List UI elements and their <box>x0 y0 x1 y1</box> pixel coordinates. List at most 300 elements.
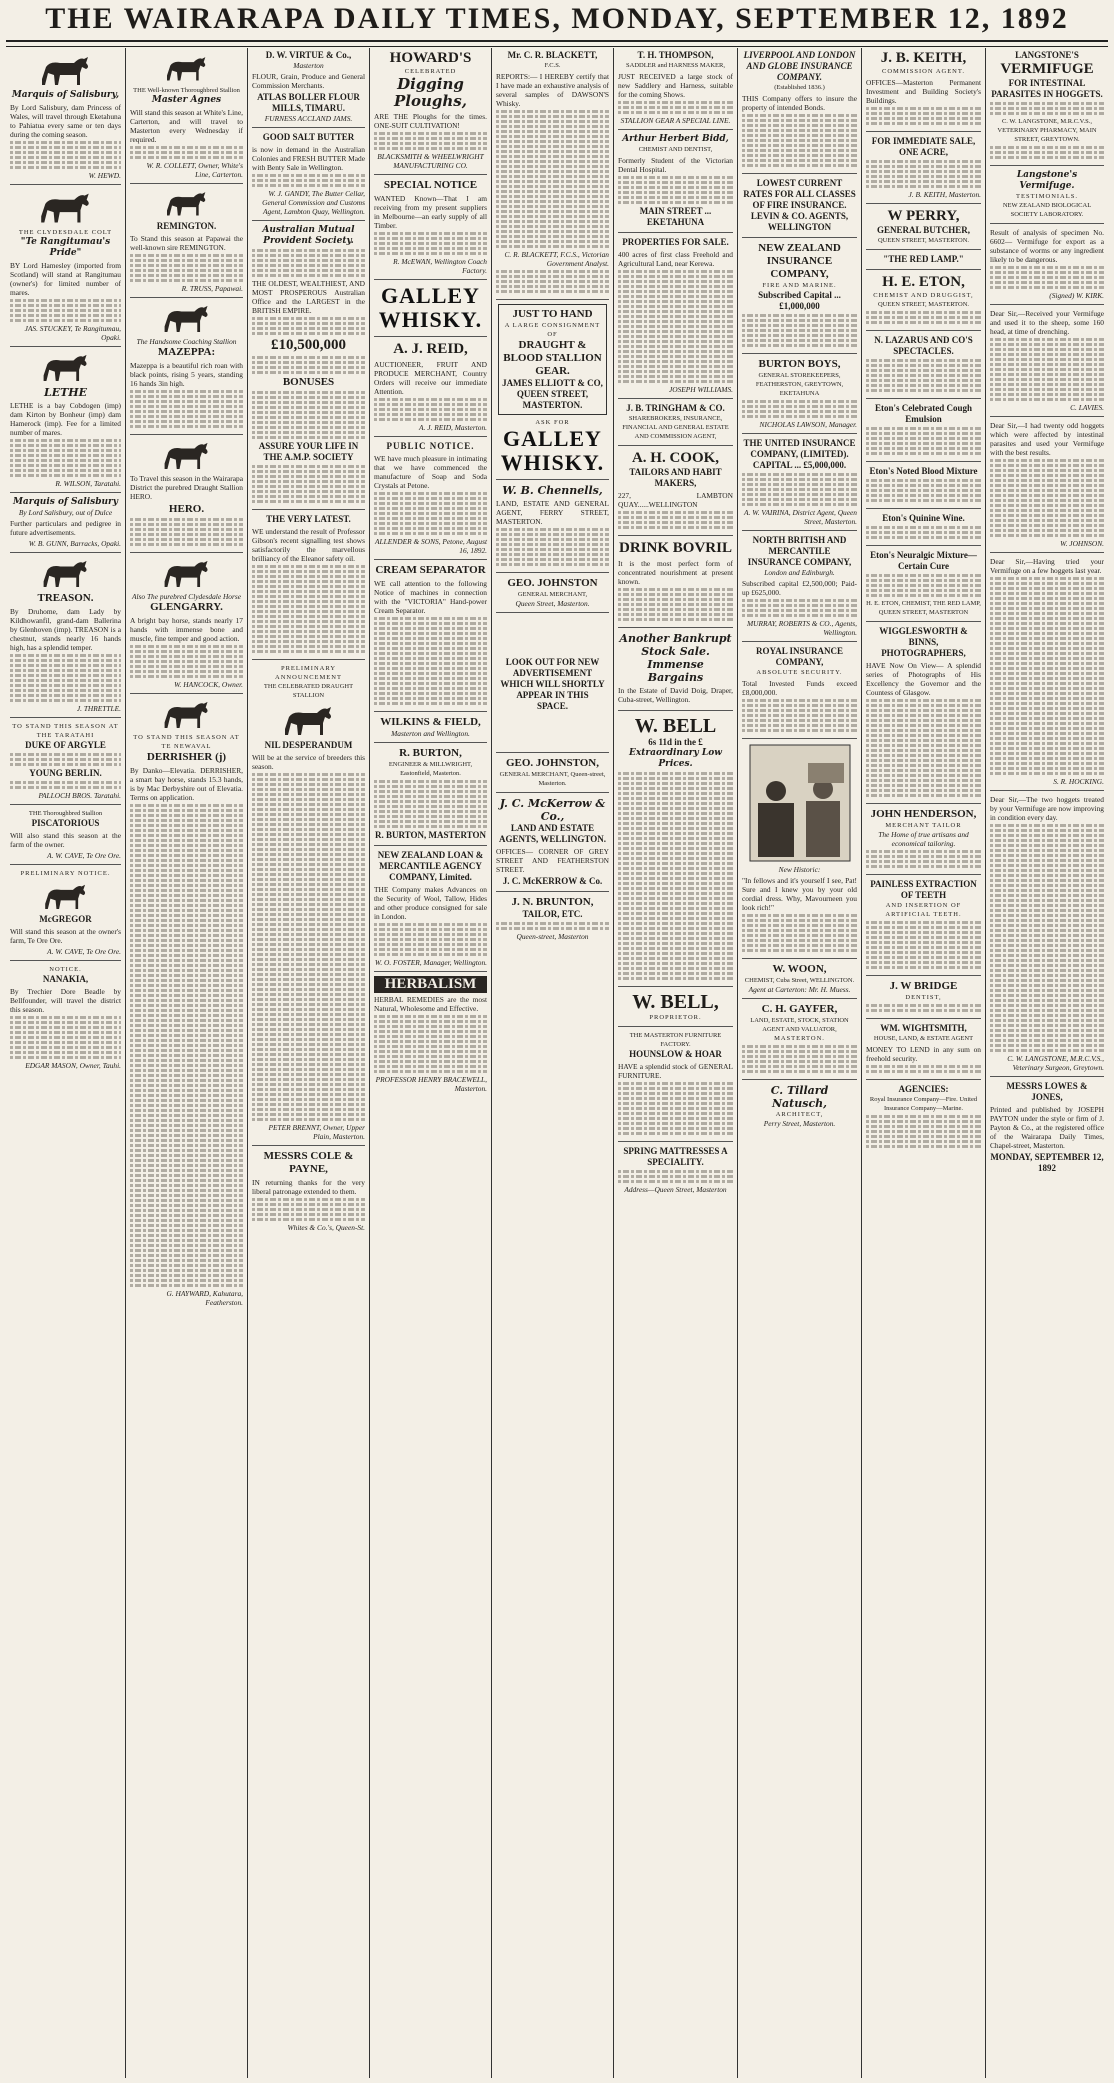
ad-footer: STALLION GEAR A SPECIAL LINE. <box>620 116 731 125</box>
ad-subheading: FOR INTESTINAL PARASITES IN HOGGETS. <box>991 78 1103 99</box>
ad-heading: Another Bankrupt Stock Sale. <box>619 632 732 658</box>
testimonial-lavies <box>990 309 1104 417</box>
ad-signature: Perry Street, Masterton. <box>763 1119 836 1128</box>
ad-body: QUEEN STREET, MASTERTON. <box>877 301 970 308</box>
ad-subheading: TAILOR, ETC. <box>522 909 583 919</box>
ad-heading: DUKE OF ARGYLE <box>25 740 106 750</box>
ad-special-notice <box>374 179 487 280</box>
ad-signature: R. BURTON, MASTERTON <box>374 830 487 840</box>
ad-heading: C. Tillard Natusch, <box>770 1084 829 1110</box>
ad-heading: JUST TO HAND <box>512 308 593 320</box>
ad-signature: MURRAY, ROBERTS & CO., Agents, Wellington. <box>746 619 857 637</box>
ad-subheading: London and Edinburgh. <box>764 568 835 577</box>
ad-stallion-gear <box>498 304 607 415</box>
ad-body: SHAREBROKERS, INSURANCE, FINANCIAL AND GENERAL ESTATE AND COMMISSION AGENT, <box>622 415 729 440</box>
ad-subheading: FIRE AND MARINE. <box>762 282 837 289</box>
ad-signature: W. J. GANDY, The Butter Cellar, General Commission and Customs Agent, Lambton Quay, Wellington. <box>262 189 365 216</box>
ad-heading: AGENCIES: <box>898 1084 949 1094</box>
ad-signature: W. R. COLLETT, Owner, White's Line, Carterton. <box>146 161 243 179</box>
ad-body: Dear Sir,—Having tried your Vermifuge on a few hoggets last year. <box>990 557 1104 575</box>
ad-body: By Lord Salisbury, dam Princess of Wales, will travel through Eketahuna to Pahiatua every same or ten days during the coming season. <box>10 103 121 139</box>
ad-subheading: F.C.S. <box>544 62 561 69</box>
ad-signature: JAS. STUCKEY, Te Rangitumau, Opaki. <box>24 324 121 342</box>
ad-signature: Address—Queen Street, Masterton <box>624 1185 727 1194</box>
ad-subheading: COMMISSION AGENT. <box>882 68 965 75</box>
ad-signature: C. LAVIES. <box>1070 403 1104 412</box>
ad-body: Total Invested Funds exceed £8,000,000. <box>742 679 857 697</box>
ad-name: NIL DESPERANDUM <box>264 740 353 750</box>
ad-heading: PRELIMINARY ANNOUNCEMENT <box>275 665 342 681</box>
ad-heading: W. BELL, <box>632 991 719 1013</box>
ad-footer: ASSURE YOUR LIFE IN THE A.M.P. SOCIETY <box>258 441 359 462</box>
ad-subheading: GENERAL MERCHANT, <box>517 591 588 598</box>
ad-body: Formerly Student of the Victorian Dental Hospital. <box>618 156 733 174</box>
ad-body: MONEY TO LEND in any sum on freehold security. <box>866 1045 981 1063</box>
ad-body: CAPITAL ... £5,000,000. <box>752 460 847 470</box>
ad-subheading: ARCHITECT, <box>775 1111 824 1118</box>
ad-nz-loan-mercantile <box>374 850 487 972</box>
ad-subheading: Also The purebred Clydesdale Horse <box>131 592 242 601</box>
ad-arthur-bidd <box>618 134 733 233</box>
ad-treason <box>10 557 121 718</box>
imprint <box>990 1081 1104 1178</box>
ad-body: 227, LAMBTON QUAY......WELLINGTON <box>618 491 733 509</box>
ad-burton-boys <box>742 358 857 434</box>
ad-body: AUCTIONEER, FRUIT AND PRODUCE MERCHANT, Country Orders will receive our immediate Attention. <box>374 360 487 396</box>
ad-heading: Marquis of Salisbury <box>12 497 119 507</box>
ad-bovril <box>618 540 733 628</box>
ad-chennells <box>496 484 609 573</box>
ad-royal-insurance <box>742 646 857 739</box>
ad-body: NEW ZEALAND BIOLOGICAL SOCIETY LABORATORY. <box>1002 202 1092 218</box>
ad-subheading: CHEMIST, Cuba Street, WELLINGTON. <box>744 977 855 984</box>
ad-body: HAVE a splendid stock of GENERAL FURNITURE. <box>618 1062 733 1080</box>
ad-master-agnes <box>130 53 243 184</box>
testimonial-hocking <box>990 557 1104 791</box>
ad-glengarry <box>130 557 243 694</box>
ad-body: HAVE Now On View— A splendid series of Photographs of His Excellency the Governor and the Countess of Glasgow. <box>866 661 981 697</box>
ad-r-burton <box>374 747 487 846</box>
ad-lazarus-spectacles <box>866 335 981 399</box>
ad-heading: GOOD SALT BUTTER <box>262 132 355 142</box>
ad-heading: J. N. BRUNTON, <box>511 896 594 908</box>
ad-subheading: CELEBRATED <box>404 68 457 75</box>
ad-mcgregor <box>10 869 121 961</box>
ad-heading: C. H. GAYFER, <box>761 1003 838 1015</box>
ad-heading: REMINGTON. <box>156 221 217 231</box>
newspaper-title: THE WAIRARAPA DAILY TIMES, MONDAY, SEPTEMBER 12, 1892 <box>45 2 1069 35</box>
newspaper-page <box>6 48 1108 2078</box>
ad-heading: W PERRY, <box>887 208 960 224</box>
column-8 <box>862 48 986 2078</box>
ad-body: Will stand this season at the owner's farm, Te Ore Ore. <box>10 927 121 945</box>
ad-subheading: (Established 1836.) <box>774 84 825 91</box>
ad-body: Agent at Carterton: Mr. H. Muess. <box>748 985 851 994</box>
ad-body: Subscribed Capital ... £1,000,000 <box>758 290 841 311</box>
ad-big: GALLEY WHISKY. <box>500 426 605 475</box>
ad-subheading: The Handsome Coaching Stallion <box>136 337 237 346</box>
column-5 <box>492 48 614 2078</box>
ad-heading: R. BURTON, <box>399 747 462 759</box>
ad-body: A bright bay horse, stands nearly 17 hands with immense bone and muscle, fine temper and good action. <box>130 616 243 643</box>
ad-subheading: DENTIST, <box>905 994 942 1001</box>
ad-heading: THE MASTERTON FURNITURE FACTORY. <box>629 1032 722 1048</box>
ad-subheading: HOUNSLOW & HOAR <box>629 1049 722 1059</box>
ad-signature: PETER BRENNT, Owner, Upper Plain, Masterton. <box>268 1123 365 1141</box>
ad-immediate-sale <box>866 136 981 204</box>
ad-look-out <box>496 617 609 753</box>
ad-howards-ploughs <box>374 50 487 175</box>
ad-signature: H. E. ETON, CHEMIST, THE RED LAMP, QUEEN STREET, MASTERTON <box>866 600 981 616</box>
ad-heading: TREASON. <box>37 592 94 604</box>
column-2 <box>126 48 248 2078</box>
ad-heading: THE UNITED INSURANCE COMPANY, (LIMITED). <box>743 438 856 459</box>
ad-wightsmith <box>866 1023 981 1080</box>
ad-properties-sale <box>618 237 733 399</box>
ad-heading: Master Agnes <box>151 95 222 105</box>
masthead <box>0 0 1114 38</box>
ad-heading: W. WOON, <box>772 963 827 975</box>
ad-heading: THE VERY LATEST. <box>266 514 351 524</box>
ad-signature: C. W. LANGSTONE, M.R.C.V.S., VETERINARY PHARMACY, MAIN STREET, GREYTOWN. <box>997 118 1097 143</box>
ad-jb-keith <box>866 50 981 132</box>
ad-signature: JOSEPH WILLIAMS. <box>668 385 733 394</box>
ad-subheading: MERCHANT TAILOR <box>885 822 962 829</box>
ad-body: Queen Street, Masterton. <box>515 599 590 608</box>
ad-tringham <box>618 403 733 446</box>
ad-signature: J. B. KEITH, Masterton. <box>908 190 981 199</box>
ad-subheading: ENGINEER & MILLWRIGHT, Eastonfield, Masterton. <box>388 761 473 777</box>
ad-body: It is the most perfect form of concentrated nourishment at present known. <box>618 559 733 586</box>
ad-liverpool-london <box>742 50 857 174</box>
ad-hero <box>130 439 243 553</box>
ad-body: By Druhome, dam Lady by Kildhowanfil, grand-dam Ballerina by Glenhoven (imp). TREASON is a chestnut, stands nearly 16 hands high, has a splendid temper. <box>10 607 121 652</box>
ad-heading: CREAM SEPARATOR <box>375 564 486 576</box>
ad-heading: GEO. JOHNSTON, <box>505 757 599 769</box>
ad-clydesdale-colt <box>10 189 121 347</box>
ad-body: By Danko—Elevatia. DERRISHER, a smart bay horse, stands 15.3 hands, is by Mac Derbyshire out of Elevatia. Terms on application. <box>130 766 243 802</box>
ad-body: Dear Sir,—I had twenty odd hoggets which were affected by intestinal parasites and used your Vermifuge with the best results. <box>990 421 1104 457</box>
ad-title: TO STAND THIS SEASON AT THE TARATAHI <box>12 723 119 739</box>
ad-heading: Mr. C. R. BLACKETT, <box>507 50 598 60</box>
ad-w-bell <box>618 715 733 987</box>
ad-heading: HERO. <box>168 503 205 515</box>
column-1 <box>6 48 126 2078</box>
horse-icon <box>159 698 215 730</box>
ad-heading: J. W BRIDGE <box>889 980 958 992</box>
ad-heading: SPRING MATTRESSES A SPECIALITY. <box>623 1146 728 1167</box>
ad-subheading: LAND, ESTATE, STOCK, STATION AGENT AND VALUATOR, <box>750 1017 849 1033</box>
ad-body: 400 acres of first class Freehold and Agricultural Land, near Kerewa. <box>618 250 733 268</box>
column-4 <box>370 48 492 2078</box>
ad-subheading: GENERAL BUTCHER, <box>876 225 971 235</box>
testimonial-langstone <box>990 795 1104 1077</box>
ad-w-bell-proprietor <box>618 991 733 1027</box>
ad-heading: PISCATORIOUS <box>31 818 100 828</box>
ad-heading: W. BELL <box>634 715 717 737</box>
ad-body: LAND, ESTATE AND GENERAL AGENT, FERRY STREET, MASTERTON. <box>496 499 609 526</box>
ad-heading: HOWARD'S <box>389 50 472 66</box>
ad-body: Will be at the service of breeders this season. <box>252 753 365 771</box>
ad-heading: MAZEPPA: <box>157 346 216 358</box>
ad-title: TO STAND THIS SEASON AT TE NEWAVAL <box>133 734 240 750</box>
ad-natusch <box>742 1084 857 1132</box>
ad-body: REPORTS:— I HEREBY certify that I have made an exhaustive analysis of several samples of DAWSON'S Whisky. <box>496 72 609 108</box>
ad-title: THE Well-known Thoroughbred Stallion <box>133 87 240 94</box>
ad-he-eton <box>866 274 981 331</box>
ad-subheading: ASK FOR <box>535 419 570 426</box>
ad-signature: J. THRETTLE. <box>76 704 121 713</box>
ad-body: WANTED Known—That I am receiving from my present suppliers in Melbourne—an early supply of all Timber. <box>374 194 487 230</box>
ad-body: THE OLDEST, WEALTHIEST, AND MOST PROSPEROUS Australian Office and the LARGEST in the BRITISH EMPIRE. <box>252 279 365 315</box>
ad-remington <box>130 188 243 298</box>
ad-aj-reid <box>374 341 487 437</box>
ad-heading: J. C. McKerrow & Co., <box>499 797 606 823</box>
column-6 <box>614 48 738 2078</box>
ad-very-latest <box>252 514 365 660</box>
ad-signature: ALLENDER & SONS, Petone, August 16, 1892. <box>375 537 487 555</box>
ad-body: "In fellows and it's yourself I see, Pat! Sure and I knew you by your old cordial dress. Why, Mavourneen you look rich!" <box>742 876 857 912</box>
ad-heading: MESSRS COLE & PAYNE, <box>263 1150 354 1175</box>
ad-heading: H. E. ETON, <box>882 274 965 290</box>
ad-painless-extraction <box>866 879 981 976</box>
ad-body: DRAUGHT & BLOOD STALLION GEAR. <box>503 339 602 377</box>
ad-heading: PUBLIC NOTICE. <box>386 441 475 451</box>
ad-signature: (Signed) W. KIRK. <box>1049 291 1104 300</box>
ad-subheading: ONE ACRE, <box>898 147 948 157</box>
ad-body: JUST RECEIVED a large stock of new Saddlery and Harness, suitable for the coming Shows. <box>618 72 733 99</box>
ad-ah-cook <box>618 450 733 536</box>
ad-body: Extraordinary Low Prices. <box>629 748 722 769</box>
ad-heading: WILKINS & FIELD, <box>380 716 481 728</box>
ad-heading: LOWEST CURRENT RATES FOR ALL CLASSES OF FIRE INSURANCE. <box>743 178 856 210</box>
column-7 <box>738 48 862 2078</box>
ad-subheading: YOUNG BERLIN. <box>29 768 102 778</box>
ad-heading: "Te Rangitumau's Pride" <box>20 237 111 258</box>
ad-subheading: THE CELEBRATED DRAUGHT STALLION <box>263 683 354 699</box>
ad-signature: W. JOHNSON. <box>1060 539 1104 548</box>
column-9 <box>986 48 1108 2078</box>
ad-body: Dear Sir,—Received your Vermifuge and used it to the sheep, some 160 head, at time of drenching. <box>990 309 1104 336</box>
ad-signature: C. R. BLACKETT, F.C.S., Victorian Government Analyst. <box>504 250 609 268</box>
horse-icon <box>38 351 94 383</box>
ad-signature: PROFESSOR HENRY BRACEWELL, Masterton. <box>375 1075 487 1093</box>
ad-bonuses: BONUSES <box>282 376 335 388</box>
ad-signature: S. R. HOCKING. <box>1053 777 1104 786</box>
ad-nil-desperandum <box>252 664 365 1146</box>
ad-body: THIS Company offers to insure the property of intended Bonds. <box>742 94 857 112</box>
ad-lethe <box>10 351 121 493</box>
ad-heading: NEW ZEALAND INSURANCE COMPANY, <box>758 242 841 280</box>
ad-price: 6s 11d in the £ <box>648 737 703 747</box>
ad-body: OFFICES—Masterton Permanent Investment and Building Society's Buildings. <box>866 78 981 105</box>
ad-wilkins-field <box>374 716 487 743</box>
ad-john-henderson <box>866 808 981 875</box>
ad-subheading: LAND AND ESTATE AGENTS, WELLINGTON. <box>499 823 606 844</box>
ad-signature: A. W. VAIRINA, District Agent, Queen Street, Masterton. <box>744 508 857 526</box>
ad-heading: A. J. REID, <box>393 341 468 357</box>
ad-signature: NICHOLAS LAWSON, Manager. <box>759 420 857 429</box>
horse-icon <box>159 439 215 471</box>
ad-heading: LETHE <box>43 386 88 399</box>
ad-subheading: TESTIMONIALS. <box>1016 193 1078 200</box>
ad-piscatorious <box>10 809 121 865</box>
ad-heading: Eton's Noted Blood Mixture <box>869 466 978 476</box>
ad-signature: A. J. REID, Masterton. <box>419 423 487 432</box>
ad-subheading: A LARGE CONSIGNMENT OF <box>504 322 601 338</box>
ad-signature: LEVIN & CO. AGENTS, WELLINGTON <box>750 211 849 232</box>
ad-footer: FURNESS ACCLAND JAMS. <box>264 114 353 123</box>
ad-heading: GEO. JOHNSTON <box>507 577 598 589</box>
ad-langstones-vermifuge <box>990 50 1104 166</box>
ad-body: FLOUR, Grain, Produce and General Commission Merchants. <box>252 72 365 90</box>
ad-body: Result of analysis of specimen No. 6602— Vermifuge for export as a substance of worms or any ingredient likely to be dangerous. <box>990 228 1104 264</box>
ad-signature: Whites & Co.'s, Queen-St. <box>287 1223 365 1232</box>
ad-signature: W. HANCOCK, Owner. <box>174 680 243 689</box>
ad-subheading: ABSOLUTE SECURITY. <box>756 669 843 676</box>
horse-icon <box>40 881 92 911</box>
ad-signature: R. McEWAN, Wellington Coach Factory. <box>393 257 487 275</box>
ad-mckerrow <box>496 797 609 892</box>
ad-signature: A. W. CAVE, Te Ore Ore. <box>47 947 121 956</box>
ad-subheading: PROPRIETOR. <box>649 1014 702 1021</box>
ad-geo-johnston <box>496 577 609 613</box>
ad-body: WE have much pleasure in intimating that we have commenced the manufacture of Soap and Soda Crystals at Petone. <box>374 454 487 490</box>
ad-signature: A. W. CAVE, Te Ore Ore. <box>47 851 121 860</box>
ad-body: Mazeppa is a beautiful rich roan with black points, rising 5 years, standing 16 hands 3in high. <box>130 361 243 388</box>
ad-united-insurance <box>742 438 857 531</box>
ad-subheading: CHEMIST AND DRUGGIST, <box>873 292 974 299</box>
ad-heading: N. LAZARUS AND CO'S SPECTACLES. <box>874 335 973 356</box>
ad-heading: HERBALISM <box>374 976 487 993</box>
ad-title: NOTICE. <box>49 966 82 973</box>
ad-body: Printed and published by JOSEPH PAYTON under the style or firm of J. Payton & Co., at the registered office of the Wairarapa Daily Times, Chapel-street, Masterton. <box>990 1105 1104 1150</box>
horse-icon <box>159 557 215 589</box>
ad-subheading: SADDLER and HARNESS MAKER, <box>626 62 725 69</box>
ad-heading: ROYAL INSURANCE COMPANY, <box>756 646 843 667</box>
ad-signature: W. O. FOSTER, Manager, Wellington. <box>374 958 487 967</box>
ad-geo-johnston-2 <box>496 757 609 793</box>
ad-heading: NEW ZEALAND LOAN & MERCANTILE AGENCY COMPANY, Limited. <box>377 850 484 882</box>
ad-heading: WIGGLESWORTH & BINNS, PHOTOGRAPHERS, <box>879 626 968 658</box>
ad-body: MASTERTON. <box>774 1035 825 1042</box>
ad-th-thompson <box>618 50 733 130</box>
ad-heading: Eton's Celebrated Cough Emulsion <box>874 403 972 424</box>
ad-marquis-salisbury <box>10 53 121 185</box>
ad-heading: DERRISHER (j) <box>146 751 227 763</box>
ad-subheading: Masterton <box>293 61 324 70</box>
ad-signature: R. TRUSS, Papawai. <box>181 284 243 293</box>
ad-heading: J. B. KEITH, <box>880 50 967 66</box>
ad-body: The Home of true artisans and economical tailoring. <box>878 830 969 848</box>
ad-title: PRELIMINARY NOTICE. <box>20 870 111 877</box>
ad-heading: NANAKIA, <box>42 974 89 984</box>
horse-icon <box>36 53 96 87</box>
horse-icon <box>162 53 212 83</box>
ad-neuralgic-mixture <box>866 550 981 622</box>
ad-heading: Arthur Herbert Bidd, <box>622 134 729 144</box>
ad-marquis-salisbury-2 <box>10 497 121 553</box>
ad-ask-galley-whisky <box>496 418 609 480</box>
ad-body: IN returning thanks for the very liberal patronage extended to them. <box>252 1178 365 1196</box>
ad-cole-payne <box>252 1150 365 1236</box>
ad-public-notice <box>374 441 487 560</box>
ad-galley-whisky <box>374 284 487 337</box>
ad-heading: LANGSTONE'S <box>1015 50 1079 60</box>
ad-nz-insurance <box>742 242 857 354</box>
ad-signature: J. C. McKERROW & Co. <box>502 876 603 886</box>
ad-subheading: Masterton and Wellington. <box>391 729 470 738</box>
horse-icon <box>38 557 94 589</box>
ad-body: WE call attention to the following Notice of machines in connection with the "VICTORIA" Hand-power Cream Separator. <box>374 579 487 615</box>
ad-body: WE understand the result of Professor Gibson's recent signalling test shows satisfactorily the marvellous brilliancy of the Eleanor safety oil. <box>252 527 365 563</box>
ad-body: To Travel this season in the Wairarapa District the purebred Draught Stallion HERO. <box>130 474 243 501</box>
ad-signature: JAMES ELLIOTT & CO, QUEEN STREET, MASTERTON. <box>502 378 603 410</box>
column-3 <box>248 48 370 2078</box>
ad-spring-mattresses <box>618 1146 733 1198</box>
ad-blood-mixture <box>866 466 981 509</box>
ad-signature: G. HAYWARD, Kahutara, Featherston. <box>166 1289 243 1307</box>
ad-signature: R. WILSON, Taratahi. <box>55 479 121 488</box>
ad-wigglesworth-binns <box>866 626 981 804</box>
horse-icon <box>35 189 97 225</box>
ad-cough-emulsion <box>866 403 981 462</box>
ad-subheading: GENERAL MERCHANT, Queen-street, Masterton. <box>499 771 606 787</box>
ad-body: Further particulars and pedigree in future advertisements. <box>10 519 121 537</box>
ad-salt-butter <box>252 132 365 221</box>
ad-vermifuge-testimonials <box>990 170 1104 224</box>
ad-heading: WM. WIGHTSMITH, <box>880 1023 967 1033</box>
ad-signature: MAIN STREET ... EKETAHUNA <box>639 206 712 227</box>
ad-blackett-report <box>496 50 609 300</box>
ad-subheading: HOUSE, LAND, & ESTATE AGENT <box>873 1035 974 1042</box>
ad-signature: W. B. GUNN, Barracks, Opaki. <box>28 539 121 548</box>
ad-heading: SPECIAL NOTICE <box>383 179 478 191</box>
ad-big: VERMIFUGE <box>1000 61 1094 77</box>
ad-signature: PALLOCH BROS. Taratahi. <box>38 791 121 800</box>
ad-body: Dear Sir,—The two hoggets treated by your Vermifuge are now improving in condition every day. <box>990 795 1104 822</box>
ad-signature: Queen-street, Masterton <box>516 932 589 941</box>
testimonial-analysis <box>990 228 1104 305</box>
ad-body: By Trechier Dore Beadle by Bellfounder, will travel the district this season. <box>10 987 121 1014</box>
ad-subheading: TAILORS AND HABIT MAKERS, <box>629 467 722 488</box>
ad-agencies <box>866 1084 981 1154</box>
ad-body: is now in demand in the Australian Colonies and FRESH BUTTER Made with Benty Sale in Wellington. <box>252 145 365 172</box>
horse-icon <box>279 703 339 737</box>
ad-new-historic <box>742 743 857 959</box>
ad-heading: D. W. VIRTUE & Co., <box>265 50 352 60</box>
ad-body: QUEEN STREET, MASTERTON. <box>877 237 970 244</box>
ad-nanakia <box>10 965 121 1074</box>
ad-body: LETHE is a bay Cobdogen (imp) dam Kirton by Bonheur (imp) dam Hamerock (imp). Fee for a limited number of mares. <box>10 401 121 437</box>
ad-body: Will stand this season at White's Line, Carterton, and will travel to Masterton every Wednesday if required. <box>130 108 243 144</box>
ad-subheading: CHEMIST AND DENTIST, <box>638 146 713 153</box>
masthead-rule <box>6 40 1108 47</box>
testimonial-johnson <box>990 421 1104 553</box>
ad-north-british <box>742 535 857 642</box>
ad-body: OFFICES— CORNER OF GREY STREET AND FEATHERSTON STREET. <box>496 847 609 874</box>
ad-heading: Australian Mutual Provident Society. <box>262 225 355 246</box>
ad-body: HERBAL REMEDIES are the most Natural, Wholesome and Effective. <box>374 995 487 1013</box>
ad-gayfer <box>742 1003 857 1080</box>
ad-heading: "THE RED LAMP." <box>883 254 964 264</box>
ad-heading: Marquis of Salisbury, <box>11 90 120 100</box>
ad-heading: W. B. Chennells, <box>502 484 603 497</box>
ad-herbalism <box>374 976 487 1097</box>
ad-figure: £10,500,000 <box>271 337 346 353</box>
ad-agents: ATLAS BOLLER FLOUR MILLS, TIMARU. <box>257 92 360 113</box>
ad-jw-bridge <box>866 980 981 1019</box>
